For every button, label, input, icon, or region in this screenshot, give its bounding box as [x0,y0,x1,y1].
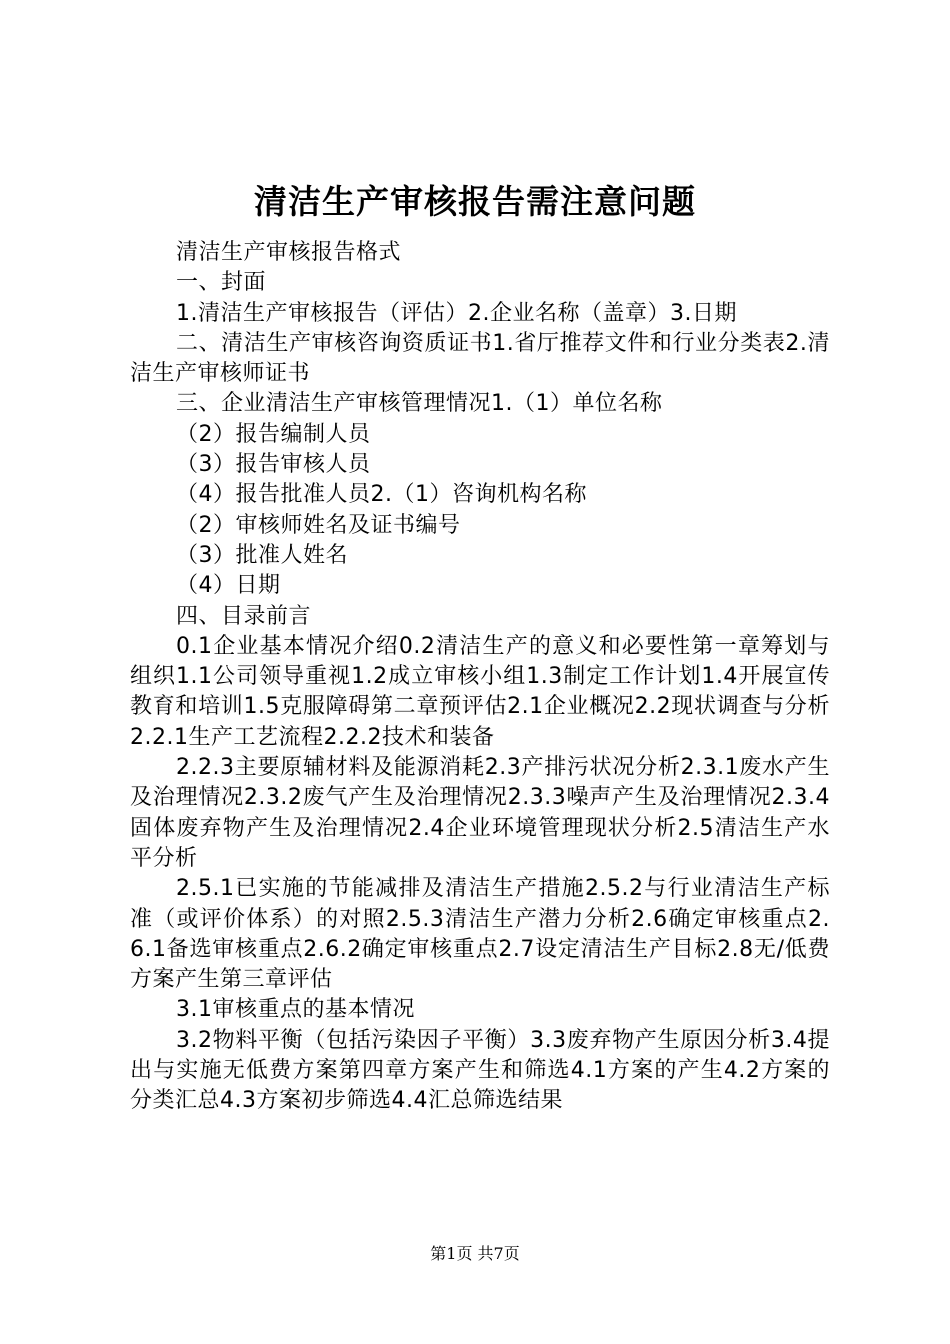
paragraph-cover-items: 1.清洁生产审核报告（评估）2.企业名称（盖章）3.日期 [176,300,737,326]
paragraph-report-reviewer: （3）报告审核人员 [176,452,371,478]
document-body [130,238,830,1117]
paragraph-contents: 四、目录前言 [176,603,312,629]
paragraph-toc-part-5: 3.2物料平衡（包括污染因子平衡）3.3废弃物产生原因分析3.4提出与实施无低费方案第四章方案产生和筛选4.1方案的产生4.2方案的分类汇总4.3方案初步筛选4.4汇总筛选结果 [130,1027,830,1114]
paragraph-auditor-name: （2）审核师姓名及证书编号 [176,512,461,538]
paragraph-report-approver: （4）报告批准人员2.（1）咨询机构名称 [176,482,587,508]
paragraph-report-compiler: （2）报告编制人员 [176,421,371,447]
paragraph-toc-part-3: 2.5.1已实施的节能减排及清洁生产措施2.5.2与行业清洁生产标准（或评价体系）的对照2.5.3清洁生产潜力分析2.6确定审核重点2.6.1备选审核重点2.6.2确定审核重点2.7设定清洁生产目标2.8无/低费方案产生第三章评估 [130,876,830,993]
page-footer: 第1页 共7页 [430,1244,520,1263]
paragraph-management: 三、企业清洁生产审核管理情况1.（1）单位名称 [176,391,663,417]
paragraph-report-format: 清洁生产审核报告格式 [176,240,402,265]
paragraph-cover: 一、封面 [176,270,267,296]
paragraph-toc-part-1: 0.1企业基本情况介绍0.2清洁生产的意义和必要性第一章筹划与组织1.1公司领导重视1.2成立审核小组1.3制定工作计划1.4开展宣传教育和培训1.5克服障碍第二章预评估2.1企业概况2.2现状调查与分析2.2.1生产工艺流程2.2.2技术和装备 [130,633,830,750]
paragraph-toc-part-2: 2.2.3主要原辅材料及能源消耗2.3产排污状况分析2.3.1废水产生及治理情况2.3.2废气产生及治理情况2.3.3噪声产生及治理情况2.3.4固体废弃物产生及治理情况2.4企业环境管理现状分析2.5清洁生产水平分析 [130,755,830,871]
paragraph-qualification: 二、清洁生产审核咨询资质证书1.省厅推荐文件和行业分类表2.清洁生产审核师证书 [130,330,830,387]
document-title: 清洁生产审核报告需注意问题 [254,182,696,221]
paragraph-toc-part-4: 3.1审核重点的基本情况 [176,997,415,1023]
paragraph-approver-name: （3）批准人姓名 [176,542,348,568]
paragraph-date: （4）日期 [176,573,281,599]
